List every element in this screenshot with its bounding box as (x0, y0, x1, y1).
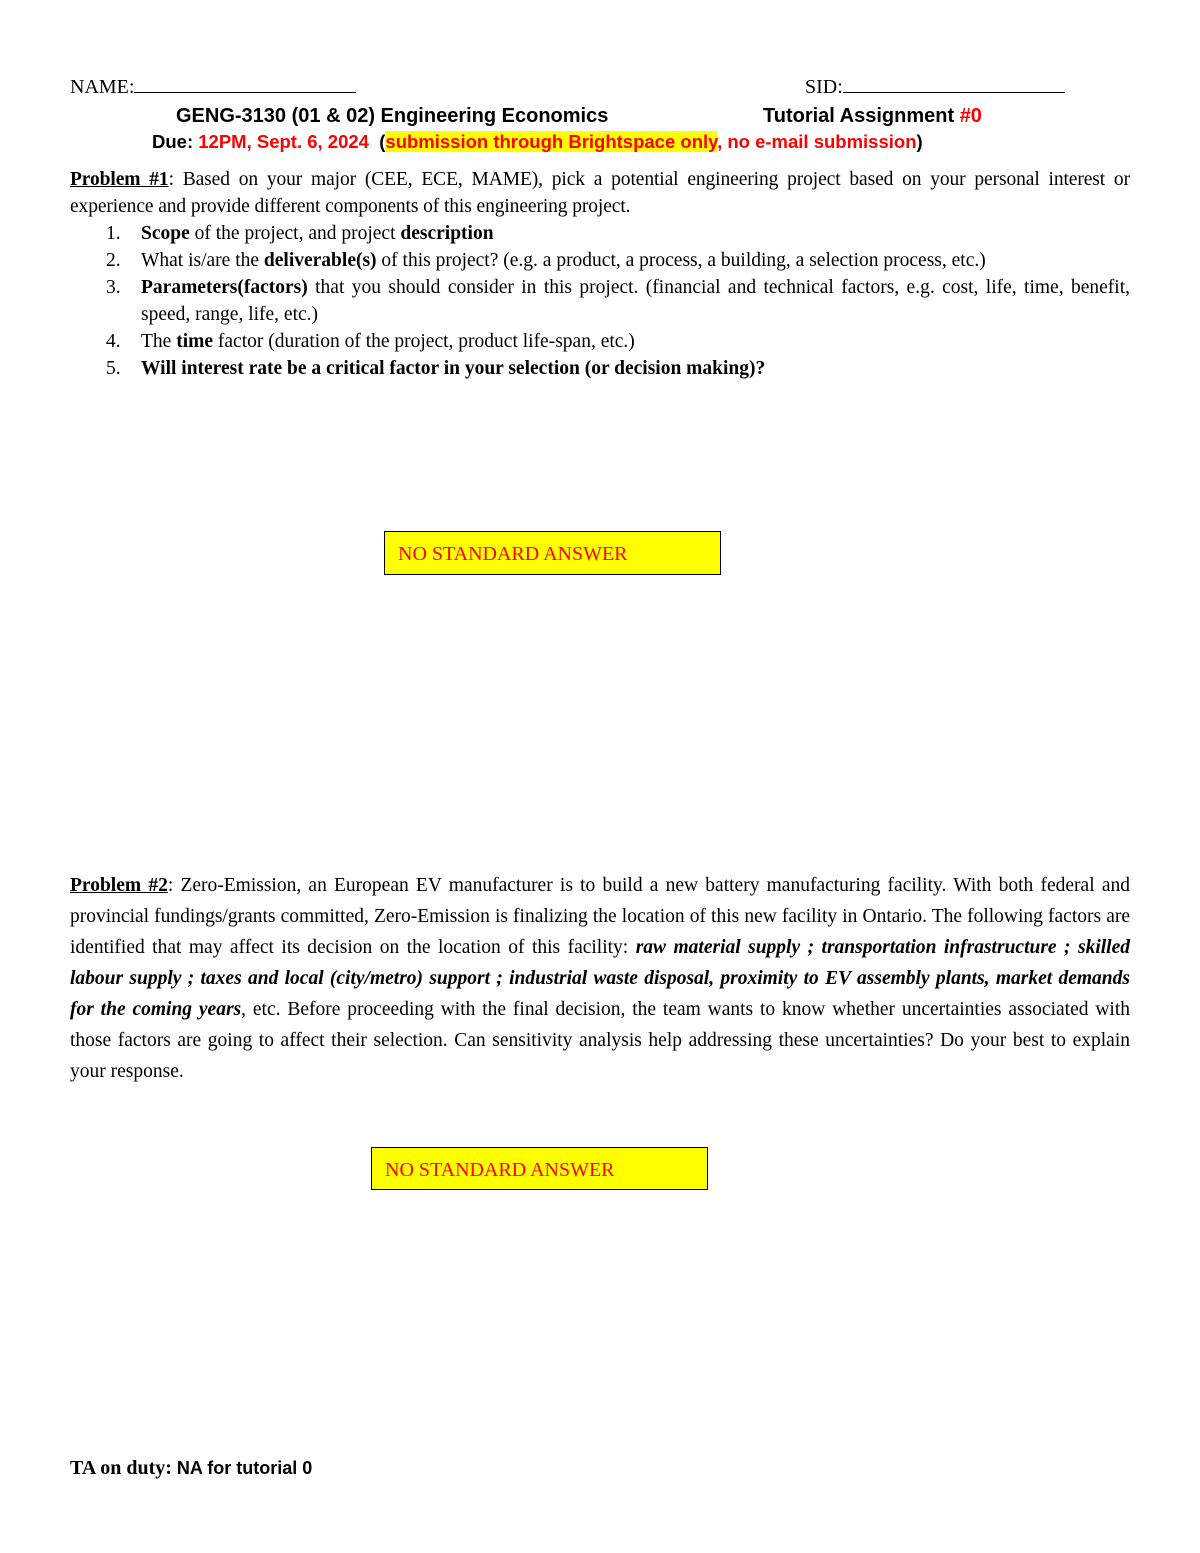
item-text: The (141, 331, 177, 352)
item-text: of the project, and project (189, 223, 401, 244)
name-label: NAME: (70, 76, 135, 98)
item-number: 4. (106, 331, 121, 352)
paren-close: ) (916, 131, 923, 152)
item-bold: description (400, 223, 494, 244)
item-bold: time (176, 331, 214, 352)
problem1-label: Problem #1 (70, 169, 169, 190)
problem2-factors: raw material supply ; transportation infrastructure ; skilled labour supply ; taxes and local (city/metro) support ; industrial waste disposal, proximity to EV assembly plants, market demands for the coming years (70, 937, 1130, 1020)
problem2-text1: : Zero-Emission, an European EV manufacturer is to build a new battery manufacturing facility. With both federal and provincial fundings/grants committed, Zero-Emission is finalizing the location of this new facility in Ontario. The following factors are identified that may affect its decision on the location of this facility: (70, 875, 1130, 958)
due-date: 12PM, Sept. 6, 2024 (198, 131, 369, 152)
item-text: factor (duration of the project, product life-span, etc.) (213, 331, 635, 352)
ta-on-duty (70, 1456, 312, 1480)
sid-label: SID: (805, 76, 843, 98)
problem2-text (70, 870, 1130, 1087)
problem1-answer: NO STANDARD ANSWER (398, 543, 628, 565)
problem1-intro-text: : Based on your major (CEE, ECE, MAME), pick a potential engineering project based on your personal interest or experience and provide different components of this engineering project. (70, 169, 1130, 217)
item-number: 5. (106, 358, 121, 379)
problem2-answer-box (371, 1147, 708, 1190)
item-text: What is/are the (141, 250, 264, 271)
submission-rest: , no e-mail submission (717, 131, 917, 152)
submission-highlight: submission through Brightspace only (385, 131, 718, 152)
paren-open: ( (379, 131, 386, 152)
tutorial-title (763, 104, 982, 128)
list-item (70, 247, 1130, 274)
problem1-answer-box (384, 531, 721, 575)
item-bold: Scope (141, 223, 190, 244)
course-title-line (176, 104, 608, 128)
item-number: 1. (106, 223, 121, 244)
list-item (70, 274, 1130, 328)
problem2-text2: , etc. Before proceeding with the final decision, the team wants to know whether uncertainties associated with those factors are going to affect their selection. Can sensitivity analysis help addressing these uncertainties? Do your best to explain your response. (70, 999, 1130, 1082)
item-bold: deliverable(s) (263, 250, 377, 271)
item-bold: Parameters(factors) (141, 277, 308, 298)
tutorial-label: Tutorial Assignment (763, 105, 960, 127)
problem2-answer: NO STANDARD ANSWER (385, 1159, 615, 1181)
item-number: 2. (106, 250, 121, 271)
list-item (70, 328, 1130, 355)
tutorial-number: #0 (959, 105, 982, 127)
item-text: of this project? (e.g. a product, a process, a building, a selection process, etc.) (376, 250, 986, 271)
item-number: 3. (106, 277, 121, 298)
list-item (70, 220, 1130, 247)
ta-label: TA on duty: (70, 1457, 177, 1479)
problem1-intro (70, 166, 1130, 220)
sid-underline[interactable] (843, 74, 1065, 93)
problem1-list (70, 220, 1130, 382)
item-bold: Will interest rate be a critical factor in your selection (or decision making)? (141, 358, 766, 379)
list-item (70, 355, 1130, 382)
course-title: GENG-3130 (01 & 02) Engineering Economics (176, 105, 609, 127)
due-line (152, 130, 923, 154)
name-field[interactable] (70, 74, 356, 99)
ta-value: NA for tutorial 0 (176, 1458, 313, 1478)
due-label: Due: (152, 131, 199, 152)
name-underline[interactable] (134, 74, 356, 93)
item-text: that you should consider in this project. (financial and technical factors, e.g. cost, life, time, benefit, speed, range, life, etc.) (141, 277, 1130, 325)
problem2-label: Problem #2 (70, 875, 168, 896)
sid-field[interactable] (805, 74, 1065, 99)
